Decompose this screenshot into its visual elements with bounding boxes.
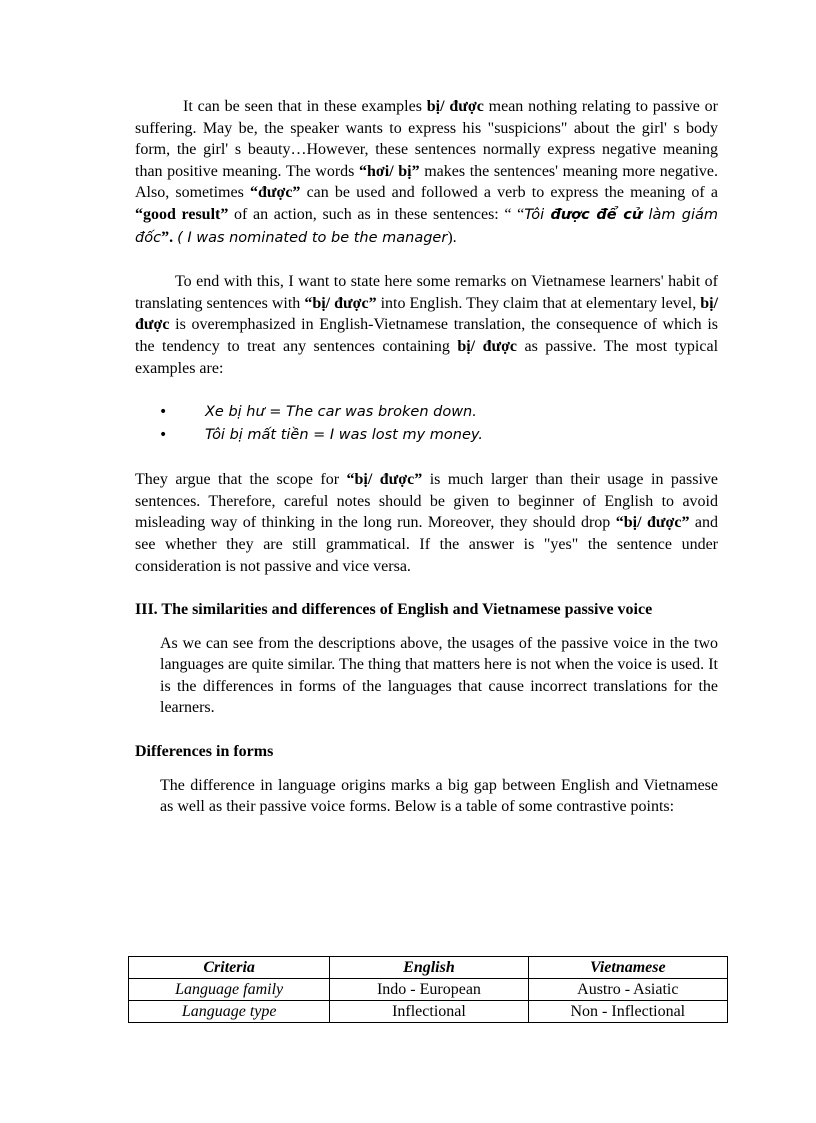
table-cell: Inflectional xyxy=(330,1001,528,1023)
bold-term: “được” xyxy=(249,184,301,202)
text: To end with this, I want to state here some remarks on Vietnamese learners' habit of translating sentences with xyxy=(135,273,718,312)
list-item-text: Xe bị hư = The car was broken down. xyxy=(205,404,477,421)
bold-term: “bị/ được” xyxy=(346,471,423,489)
bold-term: “good result” xyxy=(135,205,229,223)
table-header: English xyxy=(330,957,528,979)
bold-term: bị/ được xyxy=(135,294,719,334)
bold-term: “hơi/ bị” xyxy=(359,162,420,180)
example-translation: ( I was nominated to be the manager xyxy=(177,229,448,246)
contrastive-table xyxy=(128,956,728,1023)
text: into English. They claim that at elementary level, xyxy=(376,294,701,312)
table-header-row xyxy=(129,957,728,979)
table-cell: Austro - Asiatic xyxy=(528,979,727,1001)
paragraph-differences: The difference in language origins marks a big gap between English and Vietnamese as well as their passive voice forms. Below is a table of some contrastive points: xyxy=(160,776,718,816)
list-item xyxy=(135,401,718,424)
text: of an action, such as in these sentences: “ “ xyxy=(228,205,525,223)
bold-term: “bị/ được” xyxy=(615,514,690,532)
text: is overemphasized in English-Vietnamese translation, the consequence of which is the tendency to treat any sentences containing xyxy=(135,316,718,355)
bullet-icon: • xyxy=(159,404,168,421)
paragraph-remarks xyxy=(135,271,718,379)
section-heading: III. The similarities and differences of English and Vietnamese passive voice xyxy=(135,601,653,619)
text: It can be seen that in these examples xyxy=(183,98,427,115)
table-row xyxy=(129,979,728,1001)
list-item-text: Tôi bị mất tiền = I was lost my money. xyxy=(205,427,483,444)
list-item xyxy=(135,424,718,447)
paragraph-examples-meaning xyxy=(135,96,718,249)
table-row xyxy=(129,1001,728,1023)
document-page xyxy=(135,96,718,818)
paragraph-similarities: As we can see from the descriptions above, the usages of the passive voice in the two languages are quite similar. The thing that matters here is not when the voice is used. It is the differences in forms of the languages that cause incorrect translations for the learners. xyxy=(160,634,718,717)
table-header: Vietnamese xyxy=(528,957,727,979)
bold-term: “bị/ được” xyxy=(304,294,377,312)
table-cell: Indo - European xyxy=(330,979,528,1001)
table-cell: Language family xyxy=(129,979,330,1001)
subsection-heading: Differences in forms xyxy=(135,743,274,761)
example-text: Tôi xyxy=(524,206,551,223)
bold-term: bị/ được xyxy=(457,337,518,355)
example-quote: ”. xyxy=(161,228,178,246)
table-cell: Non - Inflectional xyxy=(528,1001,727,1023)
bold-term: bị/ được xyxy=(426,98,484,115)
text: makes the sentences' meaning more negative. Also, sometimes xyxy=(135,162,718,202)
bullet-icon: • xyxy=(159,427,168,444)
text: mean nothing relating to passive or suffering. May be, the speaker wants to express his "suspicions" about the girl' s body form, the girl' s beauty…However, these sentences normally express negative meaning than positive meaning. The words xyxy=(135,98,719,180)
text: as passive. The most typical examples are: xyxy=(135,337,719,377)
table-header: Criteria xyxy=(129,957,330,979)
table-cell: Language type xyxy=(129,1001,330,1023)
example-bold: được để cử xyxy=(550,206,643,223)
text: ). xyxy=(447,228,457,246)
text: is much larger than their usage in passive sentences. Therefore, careful notes should be given to beginner of English to avoid misleading way of thinking in the long run. Moreover, they should drop xyxy=(135,471,719,532)
text: can be used and followed a verb to express the meaning of a xyxy=(300,184,719,202)
text: They argue that the scope for xyxy=(135,471,347,489)
paragraph-argument xyxy=(135,469,718,577)
example-list xyxy=(135,401,718,447)
example-text: làm giám đốc xyxy=(135,206,718,246)
text: and see whether they are still grammatical. If the answer is "yes" the sentence under consideration is not passive and vice versa. xyxy=(135,514,718,575)
